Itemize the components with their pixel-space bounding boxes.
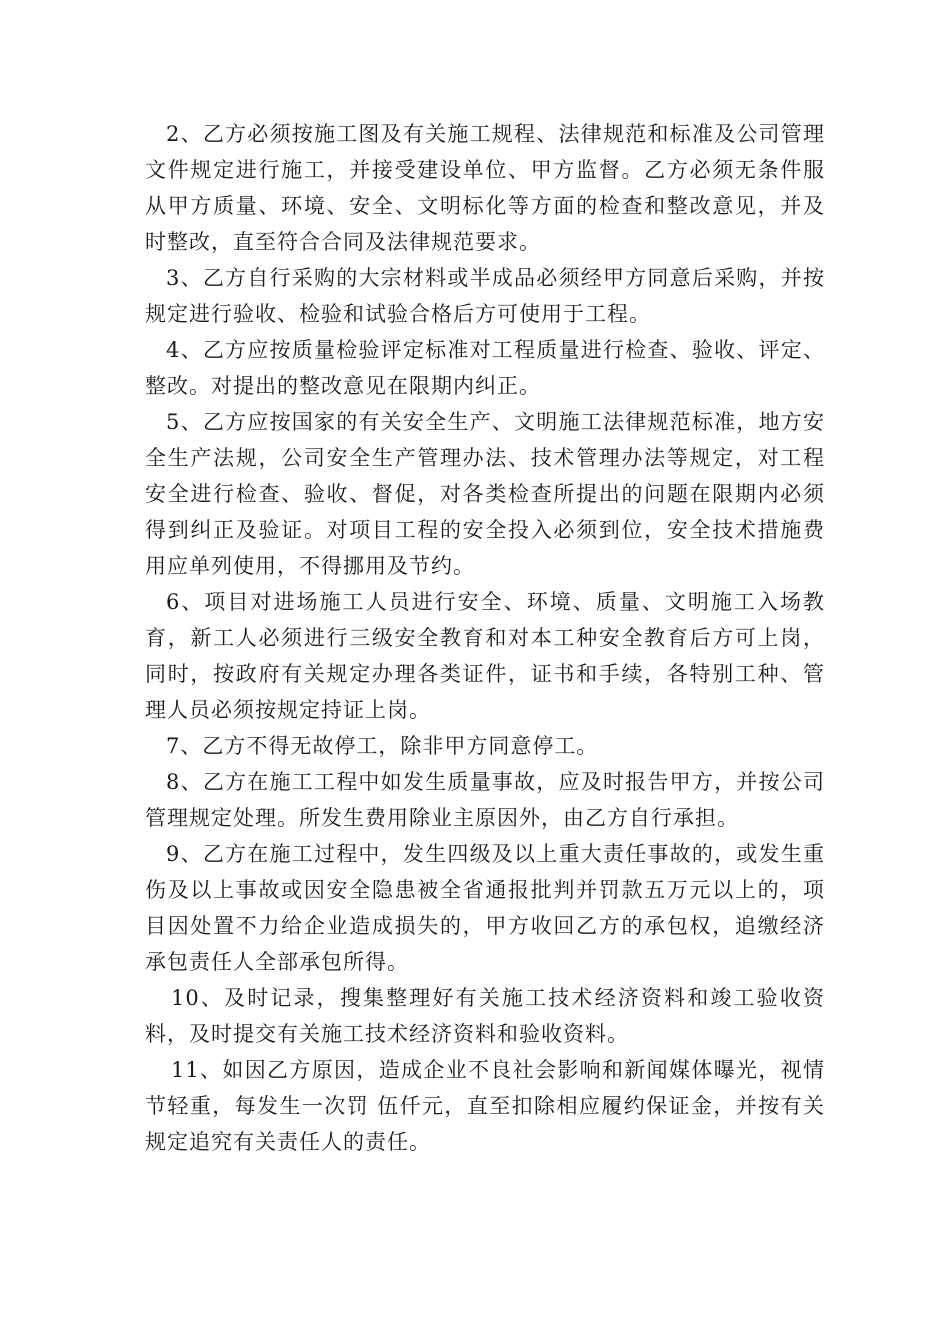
- paragraph-clause-2: 2、乙方必须按施工图及有关施工规程、法律规范和标准及公司管理文件规定进行施工，并接受建设单位、甲方监督。乙方必须无条件服从甲方质量、环境、安全、文明标化等方面的检查和整改意见，并及时整改，直至符合合同及法律规范要求。: [145, 122, 825, 254]
- document-body: [145, 116, 825, 1160]
- paragraph-clause-3: 3、乙方自行采购的大宗材料或半成品必须经甲方同意后采购，并按规定进行验收、检验和试验合格后方可使用于工程。: [145, 266, 825, 326]
- paragraph-clause-10: 10、及时记录，搜集整理好有关施工技术经济资料和竣工验收资料，及时提交有关施工技术经济资料和验收资料。: [145, 986, 825, 1046]
- paragraph-clause-8: 8、乙方在施工工程中如发生质量事故，应及时报告甲方，并按公司管理规定处理。所发生费用除业主原因外，由乙方自行承担。: [145, 770, 825, 830]
- paragraph-clause-4: 4、乙方应按质量检验评定标准对工程质量进行检查、验收、评定、整改。对提出的整改意见在限期内纠正。: [145, 338, 825, 398]
- paragraph-clause-7: 7、乙方不得无故停工，除非甲方同意停工。: [166, 734, 599, 758]
- paragraph-clause-5: 5、乙方应按国家的有关安全生产、文明施工法律规范标准，地方安全生产法规，公司安全生产管理办法、技术管理办法等规定，对工程安全进行检查、验收、督促，对各类检查所提出的问题在限期内必须得到纠正及验证。对项目工程的安全投入必须到位，安全技术措施费用应单列使用，不得挪用及节约。: [145, 410, 825, 578]
- paragraph-clause-11: 11、如因乙方原因，造成企业不良社会影响和新闻媒体曝光，视情节轻重，每发生一次罚 伍仟元，直至扣除相应履约保证金，并按有关规定追究有关责任人的责任。: [145, 1058, 825, 1154]
- paragraph-clause-6: 6、项目对进场施工人员进行安全、环境、质量、文明施工入场教育，新工人必须进行三级安全教育和对本工种安全教育后方可上岗，同时，按政府有关规定办理各类证件，证书和手续，各特别工种、管理人员必须按规定持证上岗。: [145, 590, 825, 722]
- paragraph-clause-9: 9、乙方在施工过程中，发生四级及以上重大责任事故的，或发生重伤及以上事故或因安全隐患被全省通报批判并罚款五万元以上的，项目因处置不力给企业造成损失的，甲方收回乙方的承包权，追缴经济承包责任人全部承包所得。: [145, 842, 825, 974]
